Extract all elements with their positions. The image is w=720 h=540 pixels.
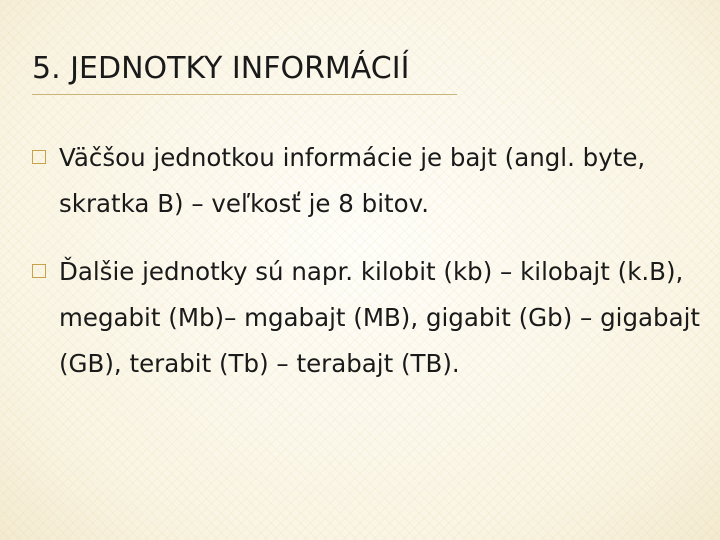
bullet-item	[32, 135, 702, 227]
square-bullet-icon	[32, 264, 46, 278]
square-bullet-icon	[32, 150, 46, 164]
bullet-text: Väčšou jednotkou informácie je bajt (angl. byte, skratka B) – veľkosť je 8 bitov.	[59, 143, 646, 218]
bullet-text: Ďalšie jednotky sú napr. kilobit (kb) – kilobajt (k.B), megabit (Mb)– mgabajt (MB), gigabit (Gb) – gigabajt (GB), terabit (Tb) – terabajt (TB).	[59, 257, 700, 378]
bullet-item	[32, 249, 702, 387]
slide-title: 5. JEDNOTKY INFORMÁCIÍ	[32, 51, 410, 86]
